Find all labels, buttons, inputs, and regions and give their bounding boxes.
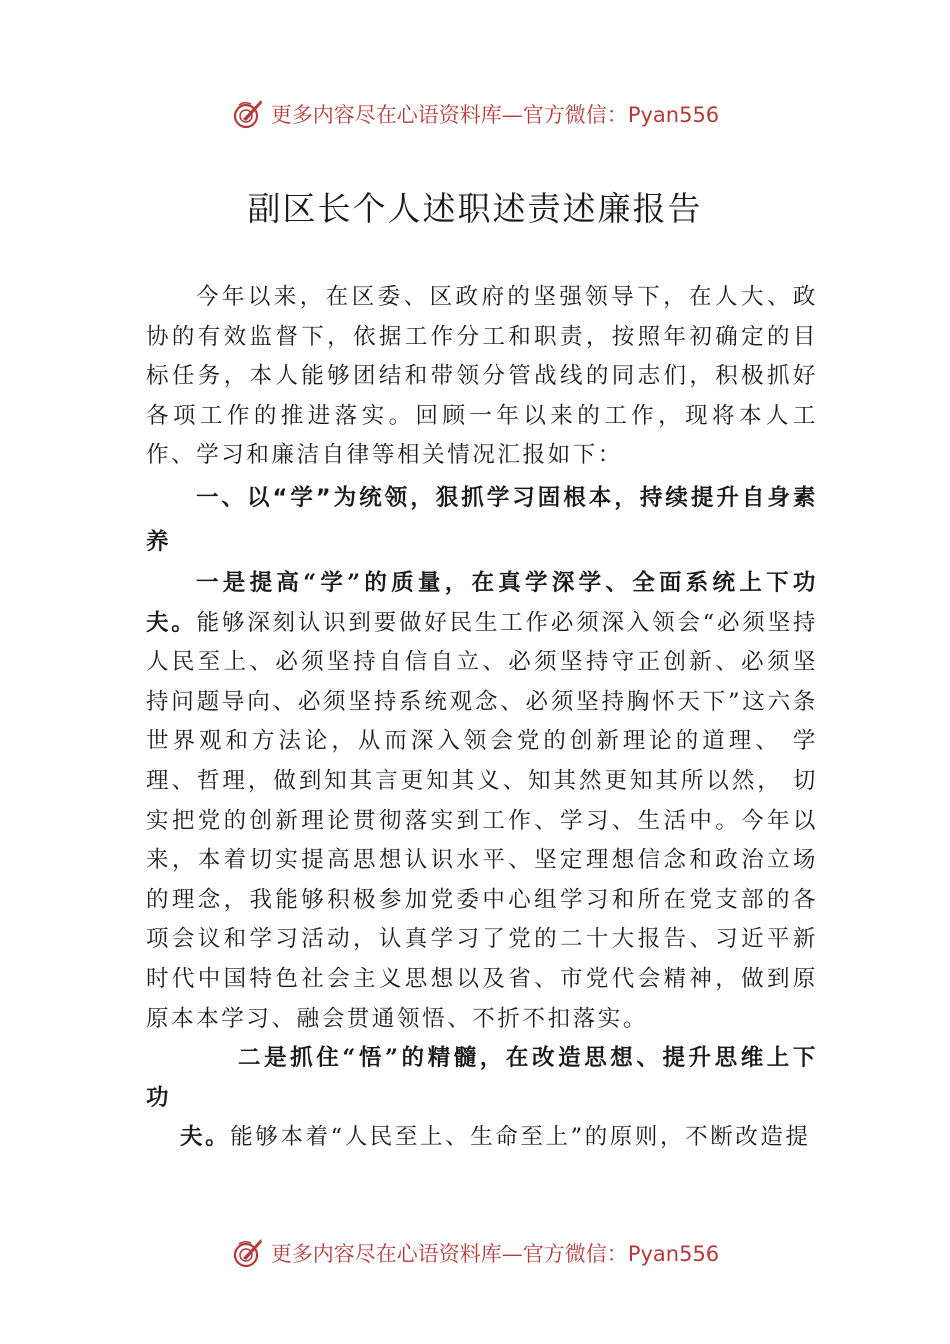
paragraph-1-lead: 一是提高“学”的质量，在真学深学、全面系统上下功夫。 [146, 569, 818, 636]
paragraph-1 [146, 564, 818, 1039]
quill-seal-icon [231, 97, 265, 131]
quill-seal-icon [231, 1236, 265, 1270]
paragraph-2-body: 能够本着“人民至上、生命至上”的原则，不断改造提 [230, 1124, 811, 1151]
paragraph-2 [146, 1039, 818, 1158]
document-body [146, 278, 818, 1158]
watermark-footer [0, 1233, 950, 1273]
paragraph-2-continued [146, 1118, 818, 1158]
section-1-heading: 一、以“学”为统领，狠抓学习固根本，持续提升自身素养 [146, 484, 818, 555]
paragraph-2-lead-end: 夫。 [180, 1124, 231, 1151]
watermark-wechat-id: Pyan556 [627, 103, 720, 127]
paragraph-2-lead: 二是抓住“悟”的精髓，在改造思想、提升思维上下功 [146, 1045, 818, 1111]
watermark-text: 更多内容尽在心语资料库—官方微信：Pyan556 [270, 1242, 720, 1266]
paragraph-1-body: 能够深刻认识到要做好民生工作必须深入领会“必须坚持人民至上、必须坚持自信自立、必须坚持守正创新、必须坚持问题导向、必须坚持系统观念、必须坚持胸怀天下”这六条世界观和方法论，从而深入领会党的创新理论的道理、 学理、哲理，做到知其言更知其义、知其然更知其所以然， 切实把党的创新理论贯彻落实到工作、学习、生活中。今年以来，本着切实提高思想认识水平、坚定理想信念和政治立场的理念，我能够积极参加党委中心组学习和所在党支部的各项会议和学习活动，认真学习了党的二十大报告、习近平新时代中国特色社会主义思想以及省、市党代会精神，做到原原本本学习、融会贯通领悟、不折不扣落实。 [146, 609, 818, 1032]
watermark-header [0, 94, 950, 134]
watermark-text: 更多内容尽在心语资料库—官方微信：Pyan556 [270, 103, 720, 127]
watermark-wechat-id: Pyan556 [627, 1242, 720, 1266]
intro-paragraph: 今年以来，在区委、区政府的坚强领导下，在人大、政协的有效监督下，依据工作分工和职责，按照年初确定的目标任务，本人能够团结和带领分管战线的同志们，积极抓好各项工作的推进落实。回顾一年以来的工作，现将本人工作、学习和廉洁自律等相关情况汇报如下： [146, 284, 818, 469]
document-title: 副区长个人述职述责述廉报告 [247, 189, 703, 228]
